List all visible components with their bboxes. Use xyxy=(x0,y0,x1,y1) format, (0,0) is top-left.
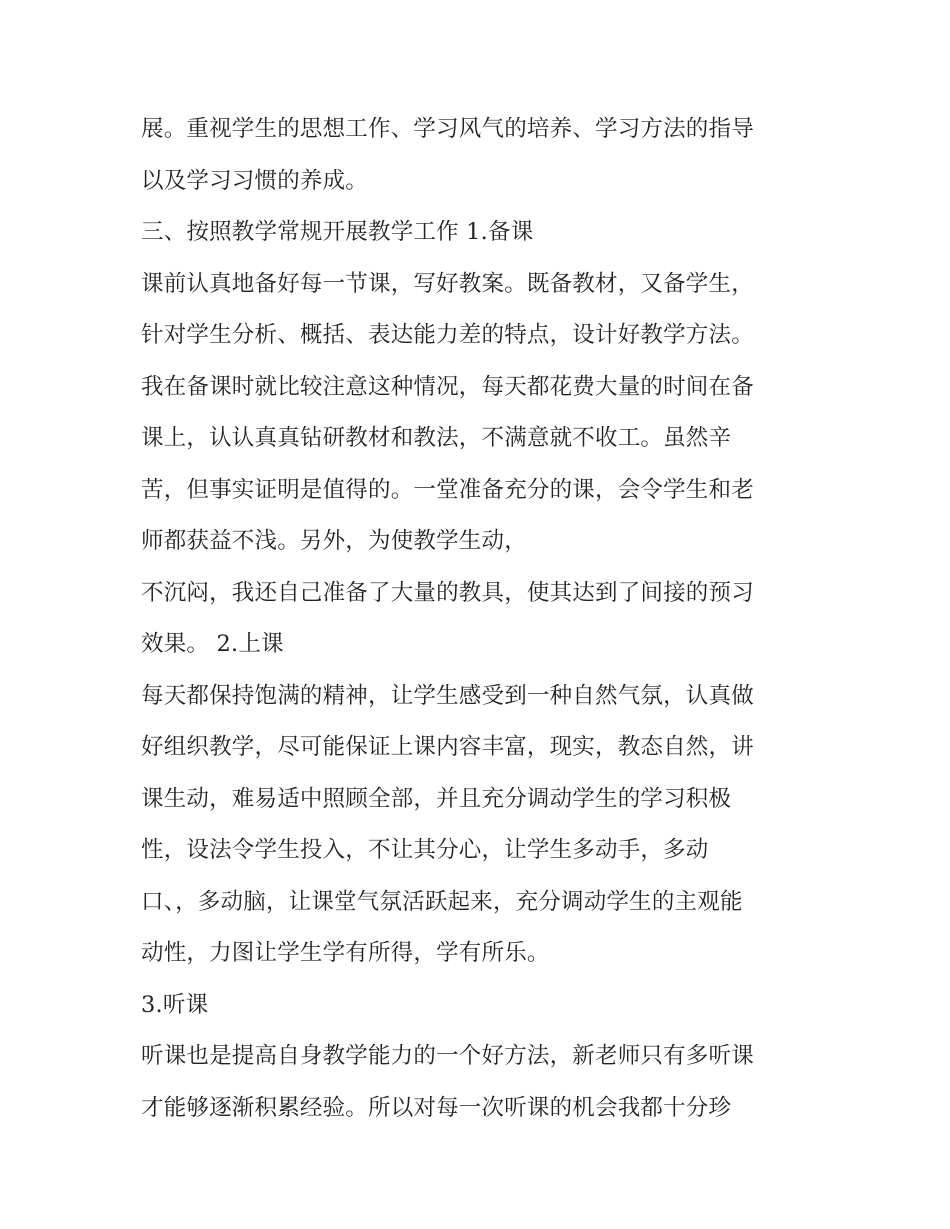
section-heading: 三、按照教学常规开展教学工作 1.备课 xyxy=(141,219,534,245)
text-line: 性，设法令学生投入，不让其分心，让学生多动手，多动 xyxy=(141,837,709,863)
text-line: 以及学习习惯的养成。 xyxy=(141,167,369,194)
text-line: 课生动，难易适中照顾全部，并且充分调动学生的学习积极 xyxy=(141,785,732,812)
text-line: 师都获益不浅。另外，为使教学生动， xyxy=(141,528,527,554)
text-line: 我在备课时就比较注意这种情况，每天都花费大量的时间在备 xyxy=(141,373,754,400)
text-line: 才能够逐渐积累经验。所以对每一次听课的机会我都十分珍 xyxy=(141,1094,732,1121)
text-line: 针对学生分析、概括、表达能力差的特点，设计好教学方法。 xyxy=(141,322,754,348)
text-line: 展。重视学生的思想工作、学习风气的培养、学习方法的指导 xyxy=(141,116,754,142)
text-line: 课前认真地备好每一节课，写好教案。既备教材，又备学生， xyxy=(141,270,754,297)
text-line: 口、，多动脑，让课堂气氛活跃起来，充分调动学生的主观能 xyxy=(141,888,743,915)
text-line: 苦，但事实证明是值得的。一堂准备充分的课，会令学生和老 xyxy=(141,476,754,503)
text-line: 动性，力图让学生学有所得，学有所乐。 xyxy=(141,940,550,966)
text-line: 好组织教学，尽可能保证上课内容丰富，现实，教态自然，讲 xyxy=(141,734,754,760)
text-line: 课上，认认真真钻研教材和教法，不满意就不收工。虽然辛 xyxy=(141,425,732,451)
text-line: 不沉闷，我还自己准备了大量的教具，使其达到了间接的预习 xyxy=(141,579,754,606)
text-line: 听课也是提高自身教学能力的一个好方法，新老师只有多听课 xyxy=(141,1043,754,1069)
text-line: 每天都保持饱满的精神，让学生感受到一种自然气氛，认真做 xyxy=(141,682,754,709)
body-text xyxy=(141,104,821,1134)
subheading-line: 3.听课 xyxy=(141,991,209,1018)
subheading-line: 效果。 2.上课 xyxy=(141,631,284,657)
